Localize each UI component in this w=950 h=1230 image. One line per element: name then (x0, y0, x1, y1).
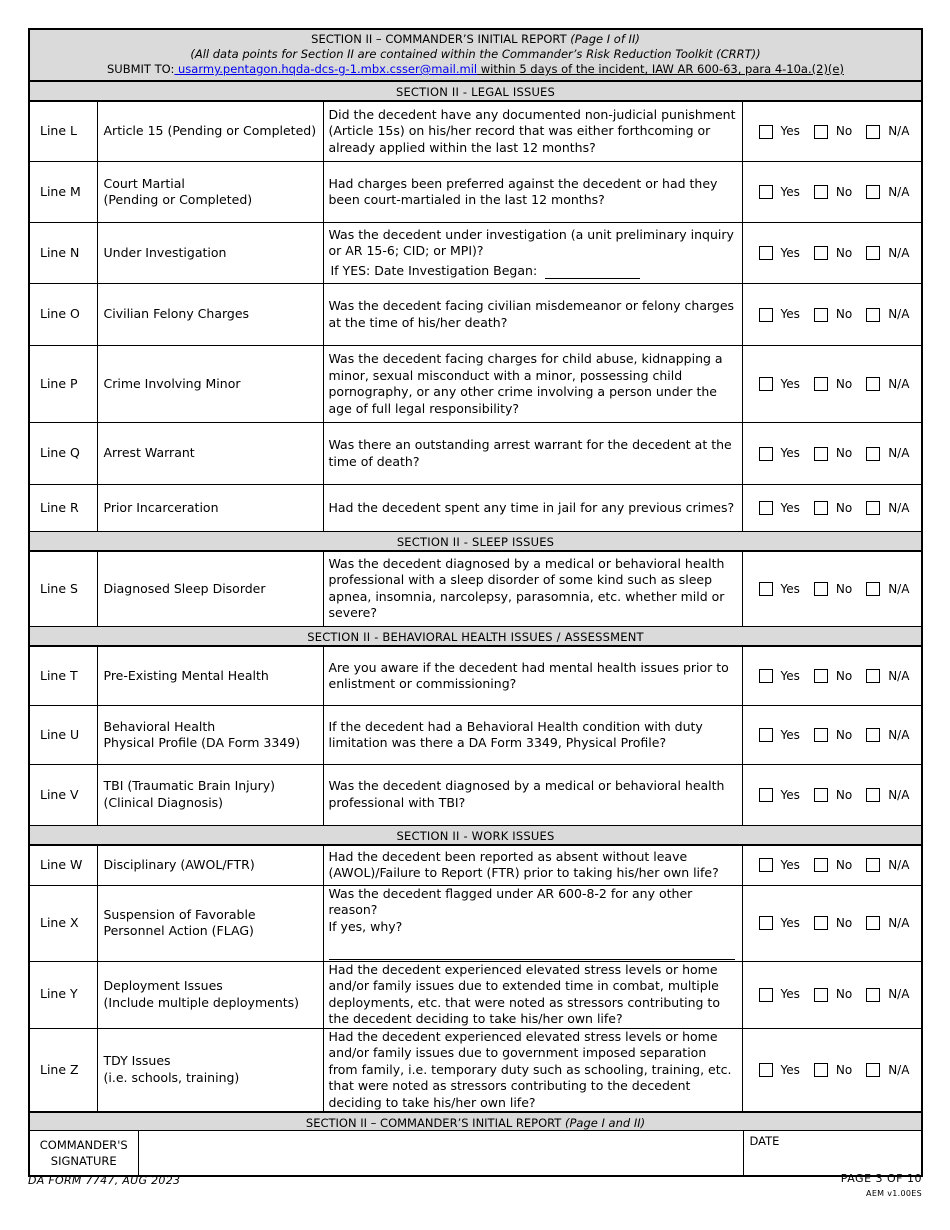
no-checkbox[interactable] (814, 1062, 852, 1079)
yes-checkbox[interactable] (759, 123, 800, 140)
question-row (30, 845, 921, 885)
question-text: Did the decedent have any documented non-judicial punishment (Article 15s) on his/her record that was either forthcoming or already applied within the last 12 months? (328, 106, 736, 155)
question-row (30, 102, 921, 162)
checkbox-icon[interactable] (814, 377, 828, 391)
submit-suffix: within 5 days of the incident, IAW AR 600-63, para 4-10a.(2)(e) (477, 62, 844, 76)
na-checkbox[interactable] (866, 184, 909, 201)
checkbox-icon[interactable] (759, 501, 773, 515)
checkbox-label: Yes (780, 915, 800, 930)
checkbox-label: No (835, 307, 853, 322)
no-checkbox[interactable] (814, 857, 852, 874)
investigation-date-field[interactable] (545, 265, 640, 279)
no-checkbox[interactable] (814, 668, 852, 685)
answer-cell (742, 885, 921, 961)
topic-cell (97, 346, 323, 423)
na-checkbox[interactable] (866, 306, 909, 323)
checkbox-icon[interactable] (814, 308, 828, 322)
checkbox-label: Yes (780, 500, 800, 515)
checkbox-label: N/A (888, 668, 910, 683)
line-number: Line V (30, 765, 97, 825)
topic-cell (97, 162, 323, 223)
section-table (30, 551, 921, 627)
no-checkbox[interactable] (814, 184, 852, 201)
checkbox-label: Yes (780, 857, 800, 872)
answer-cell (742, 706, 921, 765)
line-number: Line S (30, 551, 97, 626)
checkbox-icon[interactable] (759, 125, 773, 139)
question-cell (323, 223, 742, 284)
checkbox-label: N/A (888, 245, 910, 260)
yes-checkbox[interactable] (759, 445, 800, 462)
question-text: Had charges been preferred against the decedent or had they been court-martialed in the last 12 months? (328, 175, 718, 207)
na-checkbox[interactable] (866, 986, 909, 1003)
question-row (30, 961, 921, 1028)
topic-line: Under Investigation (103, 244, 227, 260)
checkbox-icon[interactable] (759, 988, 773, 1002)
na-checkbox[interactable] (866, 500, 909, 517)
checkbox-label: Yes (780, 446, 800, 461)
na-checkbox[interactable] (866, 915, 909, 932)
topic-line: Crime Involving Minor (103, 375, 241, 391)
line-number: Line Q (30, 423, 97, 485)
question-row (30, 162, 921, 223)
sections-container (30, 81, 921, 1111)
page-number: PAGE 3 OF 10 (840, 1172, 922, 1185)
section-table (30, 646, 921, 825)
question-text: Had the decedent experienced elevated stress levels or home and/or family issues due to government imposed separation from family, i.e. temporary duty such as schooling, training, etc. that were noted as stressors contributing to the decedent deciding to take his/her own life? (328, 1028, 732, 1110)
topic-cell (97, 647, 323, 706)
topic-line: Court Martial (103, 175, 185, 191)
checkbox-icon[interactable] (814, 125, 828, 139)
checkbox-label: No (835, 857, 853, 872)
question-cell (323, 885, 742, 961)
question-text: Was the decedent diagnosed by a medical or behavioral health professional with a sleep disorder of some kind such as sleep apnea, insomnia, narcolepsy, parasomnia, etc. whether mild or severe? (328, 555, 725, 621)
question-text: Was the decedent flagged under AR 600-8-2 for any other reason? (328, 885, 693, 918)
question-cell (323, 706, 742, 765)
page-footer (841, 1172, 922, 1198)
checkbox-icon[interactable] (814, 988, 828, 1002)
checkbox-icon[interactable] (866, 185, 880, 199)
checkbox-icon[interactable] (866, 582, 880, 596)
checkbox-icon[interactable] (866, 246, 880, 260)
no-checkbox[interactable] (814, 123, 852, 140)
line-number: Line L (30, 102, 97, 162)
checkbox-label: Yes (780, 787, 800, 802)
signature-band-page: (Page I and II) (564, 1116, 646, 1130)
na-checkbox[interactable] (866, 787, 909, 804)
checkbox-label: No (835, 727, 853, 742)
question-text: Was the decedent facing civilian misdemeanor or felony charges at the time of his/her death? (328, 298, 735, 330)
checkbox-label: Yes (780, 376, 800, 391)
header-title: SECTION II – COMMANDER’S INITIAL REPORT (311, 32, 567, 46)
header-subtitle: (All data points for Section II are contained within the Commander’s Risk Reduction Toolkit (CRRT)) (190, 47, 761, 61)
na-checkbox[interactable] (866, 857, 909, 874)
line-number: Line X (30, 885, 97, 961)
question-text: Was there an outstanding arrest warrant for the decedent at the time of death? (328, 437, 732, 469)
yes-checkbox[interactable] (759, 787, 800, 804)
checkbox-label: No (835, 987, 853, 1002)
checkbox-label: N/A (888, 376, 910, 391)
answer-cell (742, 1028, 921, 1111)
topic-line: TBI (Traumatic Brain Injury) (103, 778, 275, 794)
question-row (30, 346, 921, 423)
header-title-page: (Page I of II) (570, 32, 640, 46)
yes-checkbox[interactable] (759, 500, 800, 517)
topic-line: Prior Incarceration (103, 499, 219, 515)
checkbox-icon[interactable] (814, 1063, 828, 1077)
na-checkbox[interactable] (866, 123, 909, 140)
answer-cell (742, 223, 921, 284)
na-checkbox[interactable] (866, 581, 909, 598)
checkbox-icon[interactable] (814, 728, 828, 742)
checkbox-icon[interactable] (759, 447, 773, 461)
no-checkbox[interactable] (814, 245, 852, 262)
section-table (30, 101, 921, 531)
checkbox-icon[interactable] (866, 858, 880, 872)
question-cell (323, 551, 742, 626)
topic-cell (97, 961, 323, 1028)
checkbox-label: N/A (888, 124, 910, 139)
checkbox-icon[interactable] (814, 582, 828, 596)
checkbox-icon[interactable] (759, 582, 773, 596)
no-checkbox[interactable] (814, 727, 852, 744)
answer-cell (742, 551, 921, 626)
question-row (30, 706, 921, 765)
checkbox-icon[interactable] (866, 308, 880, 322)
yes-checkbox[interactable] (759, 857, 800, 874)
section-table (30, 845, 921, 1112)
checkbox-icon[interactable] (759, 377, 773, 391)
checkbox-label: N/A (888, 987, 910, 1002)
checkbox-label: No (835, 668, 853, 683)
section-header: SECTION II - SLEEP ISSUES (30, 531, 921, 551)
yes-checkbox[interactable] (759, 986, 800, 1003)
line-number: Line M (30, 162, 97, 223)
no-checkbox[interactable] (814, 581, 852, 598)
question-text: Had the decedent spent any time in jail for any previous crimes? (328, 499, 735, 515)
topic-line: (i.e. schools, training) (103, 1069, 240, 1085)
checkbox-label: N/A (888, 446, 910, 461)
form-header (30, 30, 921, 81)
checkbox-label: Yes (780, 987, 800, 1002)
yes-checkbox[interactable] (759, 1062, 800, 1079)
checkbox-label: N/A (888, 1062, 910, 1077)
checkbox-label: No (835, 1062, 853, 1077)
checkbox-label: Yes (780, 307, 800, 322)
topic-cell (97, 845, 323, 885)
question-cell (323, 102, 742, 162)
signature-band-title: SECTION II – COMMANDER’S INITIAL REPORT (305, 1116, 562, 1130)
date-label: DATE (749, 1134, 780, 1148)
checkbox-icon[interactable] (866, 501, 880, 515)
topic-cell (97, 485, 323, 531)
topic-cell (97, 885, 323, 961)
yes-checkbox[interactable] (759, 306, 800, 323)
signature-table (30, 1131, 921, 1175)
no-checkbox[interactable] (814, 376, 852, 393)
extra-text: If YES: Date Investigation Began: (330, 262, 538, 278)
question-cell (323, 647, 742, 706)
topic-line: (Include multiple deployments) (103, 994, 300, 1010)
line-number: Line R (30, 485, 97, 531)
checkbox-label: No (835, 915, 853, 930)
topic-line: Physical Profile (DA Form 3349) (103, 735, 301, 750)
question-text: Are you aware if the decedent had mental health issues prior to enlistment or commissioning? (328, 659, 729, 691)
na-checkbox[interactable] (866, 376, 909, 393)
section-header: SECTION II - BEHAVIORAL HEALTH ISSUES / ASSESSMENT (30, 626, 921, 646)
answer-cell (742, 647, 921, 706)
checkbox-label: N/A (888, 307, 910, 322)
answer-cell (742, 284, 921, 346)
yes-checkbox[interactable] (759, 915, 800, 932)
checkbox-icon[interactable] (866, 669, 880, 683)
question-row (30, 765, 921, 825)
topic-cell (97, 223, 323, 284)
question-text: Was the decedent facing charges for child abuse, kidnapping a minor, sexual misconduct with a minor, possessing child pornography, or any other crime involving a person under the age of full legal responsibility? (328, 351, 723, 416)
checkbox-label: N/A (888, 727, 910, 742)
na-checkbox[interactable] (866, 727, 909, 744)
question-text: Was the decedent under investigation (a unit preliminary inquiry or AR 15-6; CID; or MPI)? (328, 226, 734, 259)
topic-cell (97, 102, 323, 162)
checkbox-label: Yes (780, 727, 800, 742)
na-checkbox[interactable] (866, 1062, 909, 1079)
checkbox-label: No (835, 184, 853, 199)
answer-cell (742, 485, 921, 531)
topic-line: Disciplinary (AWOL/FTR) (103, 856, 255, 872)
no-checkbox[interactable] (814, 787, 852, 804)
checkbox-icon[interactable] (866, 788, 880, 802)
line-number: Line W (30, 845, 97, 885)
answer-cell (742, 423, 921, 485)
question-row (30, 885, 921, 961)
checkbox-icon[interactable] (759, 788, 773, 802)
topic-line: Civilian Felony Charges (103, 306, 250, 322)
question-row (30, 485, 921, 531)
checkbox-label: Yes (780, 1062, 800, 1077)
line-number: Line Z (30, 1028, 97, 1111)
question-text: Had the decedent been reported as absent without leave (AWOL)/Failure to Report (FTR) prior to taking his/her own life? (328, 848, 719, 880)
topic-line: Personnel Action (FLAG) (103, 923, 254, 938)
topic-cell (97, 423, 323, 485)
checkbox-icon[interactable] (866, 728, 880, 742)
answer-cell (742, 162, 921, 223)
checkbox-label: No (835, 124, 853, 139)
topic-cell (97, 551, 323, 626)
topic-line: TDY Issues (103, 1053, 171, 1069)
checkbox-label: No (835, 245, 853, 260)
checkbox-icon[interactable] (759, 858, 773, 872)
question-text: Had the decedent experienced elevated stress levels or home and/or family issues due to extended time in combat, multiple deployments, etc. that were noted as stressors contributing to the decedent deciding to take his/her own life? (328, 961, 720, 1026)
checkbox-icon[interactable] (866, 377, 880, 391)
topic-cell (97, 284, 323, 346)
question-cell (323, 961, 742, 1028)
line-number: Line U (30, 706, 97, 765)
signature-band (30, 1111, 921, 1131)
line-number: Line O (30, 284, 97, 346)
version-label: AEM v1.00ES (866, 1189, 922, 1198)
checkbox-icon[interactable] (814, 501, 828, 515)
checkbox-icon[interactable] (814, 185, 828, 199)
checkbox-label: No (835, 787, 853, 802)
yes-checkbox[interactable] (759, 581, 800, 598)
line-number: Line N (30, 223, 97, 284)
answer-cell (742, 961, 921, 1028)
topic-line: Deployment Issues (103, 978, 223, 993)
line-number: Line Y (30, 961, 97, 1028)
checkbox-label: Yes (780, 581, 800, 596)
yes-checkbox[interactable] (759, 668, 800, 685)
checkbox-label: N/A (888, 500, 910, 515)
checkbox-label: No (835, 581, 853, 596)
section-header: SECTION II - LEGAL ISSUES (30, 81, 921, 101)
checkbox-icon[interactable] (814, 916, 828, 930)
question-row (30, 423, 921, 485)
no-checkbox[interactable] (814, 306, 852, 323)
checkbox-icon[interactable] (814, 447, 828, 461)
line-number: Line T (30, 647, 97, 706)
no-checkbox[interactable] (814, 500, 852, 517)
checkbox-label: No (835, 500, 853, 515)
yes-checkbox[interactable] (759, 184, 800, 201)
question-cell (323, 765, 742, 825)
checkbox-icon[interactable] (759, 1063, 773, 1077)
checkbox-label: N/A (888, 857, 910, 872)
topic-line: (Clinical Diagnosis) (103, 794, 224, 810)
checkbox-label: No (835, 376, 853, 391)
na-checkbox[interactable] (866, 245, 909, 262)
form-container (28, 28, 923, 1177)
na-checkbox[interactable] (866, 445, 909, 462)
checkbox-icon[interactable] (759, 728, 773, 742)
checkbox-label: Yes (780, 184, 800, 199)
no-checkbox[interactable] (814, 445, 852, 462)
yes-checkbox[interactable] (759, 376, 800, 393)
topic-cell (97, 765, 323, 825)
answer-cell (742, 346, 921, 423)
checkbox-label: N/A (888, 581, 910, 596)
no-checkbox[interactable] (814, 986, 852, 1003)
checkbox-icon[interactable] (866, 916, 880, 930)
question-cell (323, 845, 742, 885)
checkbox-icon[interactable] (759, 185, 773, 199)
topic-line: Diagnosed Sleep Disorder (103, 580, 266, 596)
checkbox-icon[interactable] (814, 669, 828, 683)
form-identifier: DA FORM 7747, AUG 2023 (28, 1174, 181, 1187)
checkbox-icon[interactable] (759, 246, 773, 260)
question-row (30, 551, 921, 626)
na-checkbox[interactable] (866, 668, 909, 685)
commander-signature-label: COMMANDER'S SIGNATURE (30, 1131, 138, 1175)
question-row (30, 284, 921, 346)
checkbox-icon[interactable] (866, 1063, 880, 1077)
question-row (30, 1028, 921, 1111)
question-text: If the decedent had a Behavioral Health condition with duty limitation was there a DA Form 3349, Physical Profile? (328, 718, 703, 750)
checkbox-label: N/A (888, 787, 910, 802)
answer-cell (742, 765, 921, 825)
topic-line: Article 15 (Pending or Completed) (103, 123, 317, 139)
checkbox-label: N/A (888, 184, 910, 199)
question-row (30, 647, 921, 706)
topic-line: Behavioral Health (103, 718, 216, 734)
commander-signature-field[interactable] (138, 1131, 743, 1175)
yes-checkbox[interactable] (759, 727, 800, 744)
question-text: Was the decedent diagnosed by a medical or behavioral health professional with TBI? (328, 778, 725, 810)
checkbox-icon[interactable] (814, 788, 828, 802)
checkbox-icon[interactable] (759, 669, 773, 683)
checkbox-label: N/A (888, 915, 910, 930)
checkbox-icon[interactable] (759, 308, 773, 322)
checkbox-icon[interactable] (814, 858, 828, 872)
question-cell (323, 423, 742, 485)
question-cell (323, 162, 742, 223)
topic-line: Pre-Existing Mental Health (103, 667, 269, 683)
checkbox-label: Yes (780, 245, 800, 260)
answer-cell (742, 102, 921, 162)
checkbox-icon[interactable] (814, 246, 828, 260)
checkbox-label: Yes (780, 668, 800, 683)
yes-checkbox[interactable] (759, 245, 800, 262)
extra-text: If yes, why? (328, 918, 403, 934)
question-cell (323, 485, 742, 531)
question-cell (323, 346, 742, 423)
question-cell (323, 284, 742, 346)
checkbox-label: Yes (780, 124, 800, 139)
no-checkbox[interactable] (814, 915, 852, 932)
date-field[interactable] (743, 1131, 921, 1175)
question-cell (323, 1028, 742, 1111)
submit-prefix: SUBMIT TO: (107, 62, 175, 76)
section-header: SECTION II - WORK ISSUES (30, 825, 921, 845)
checkbox-icon[interactable] (866, 125, 880, 139)
topic-cell (97, 706, 323, 765)
topic-line: Arrest Warrant (103, 445, 195, 461)
answer-cell (742, 845, 921, 885)
topic-line: Suspension of Favorable (103, 906, 256, 922)
checkbox-icon[interactable] (866, 447, 880, 461)
checkbox-icon[interactable] (866, 988, 880, 1002)
line-number: Line P (30, 346, 97, 423)
submit-email-link[interactable]: usarmy.pentagon.hqda-dcs-g-1.mbx.csser@mail.mil (174, 62, 478, 76)
question-row (30, 223, 921, 284)
checkbox-label: No (835, 446, 853, 461)
checkbox-icon[interactable] (759, 916, 773, 930)
topic-cell (97, 1028, 323, 1111)
topic-line: (Pending or Completed) (103, 192, 253, 207)
